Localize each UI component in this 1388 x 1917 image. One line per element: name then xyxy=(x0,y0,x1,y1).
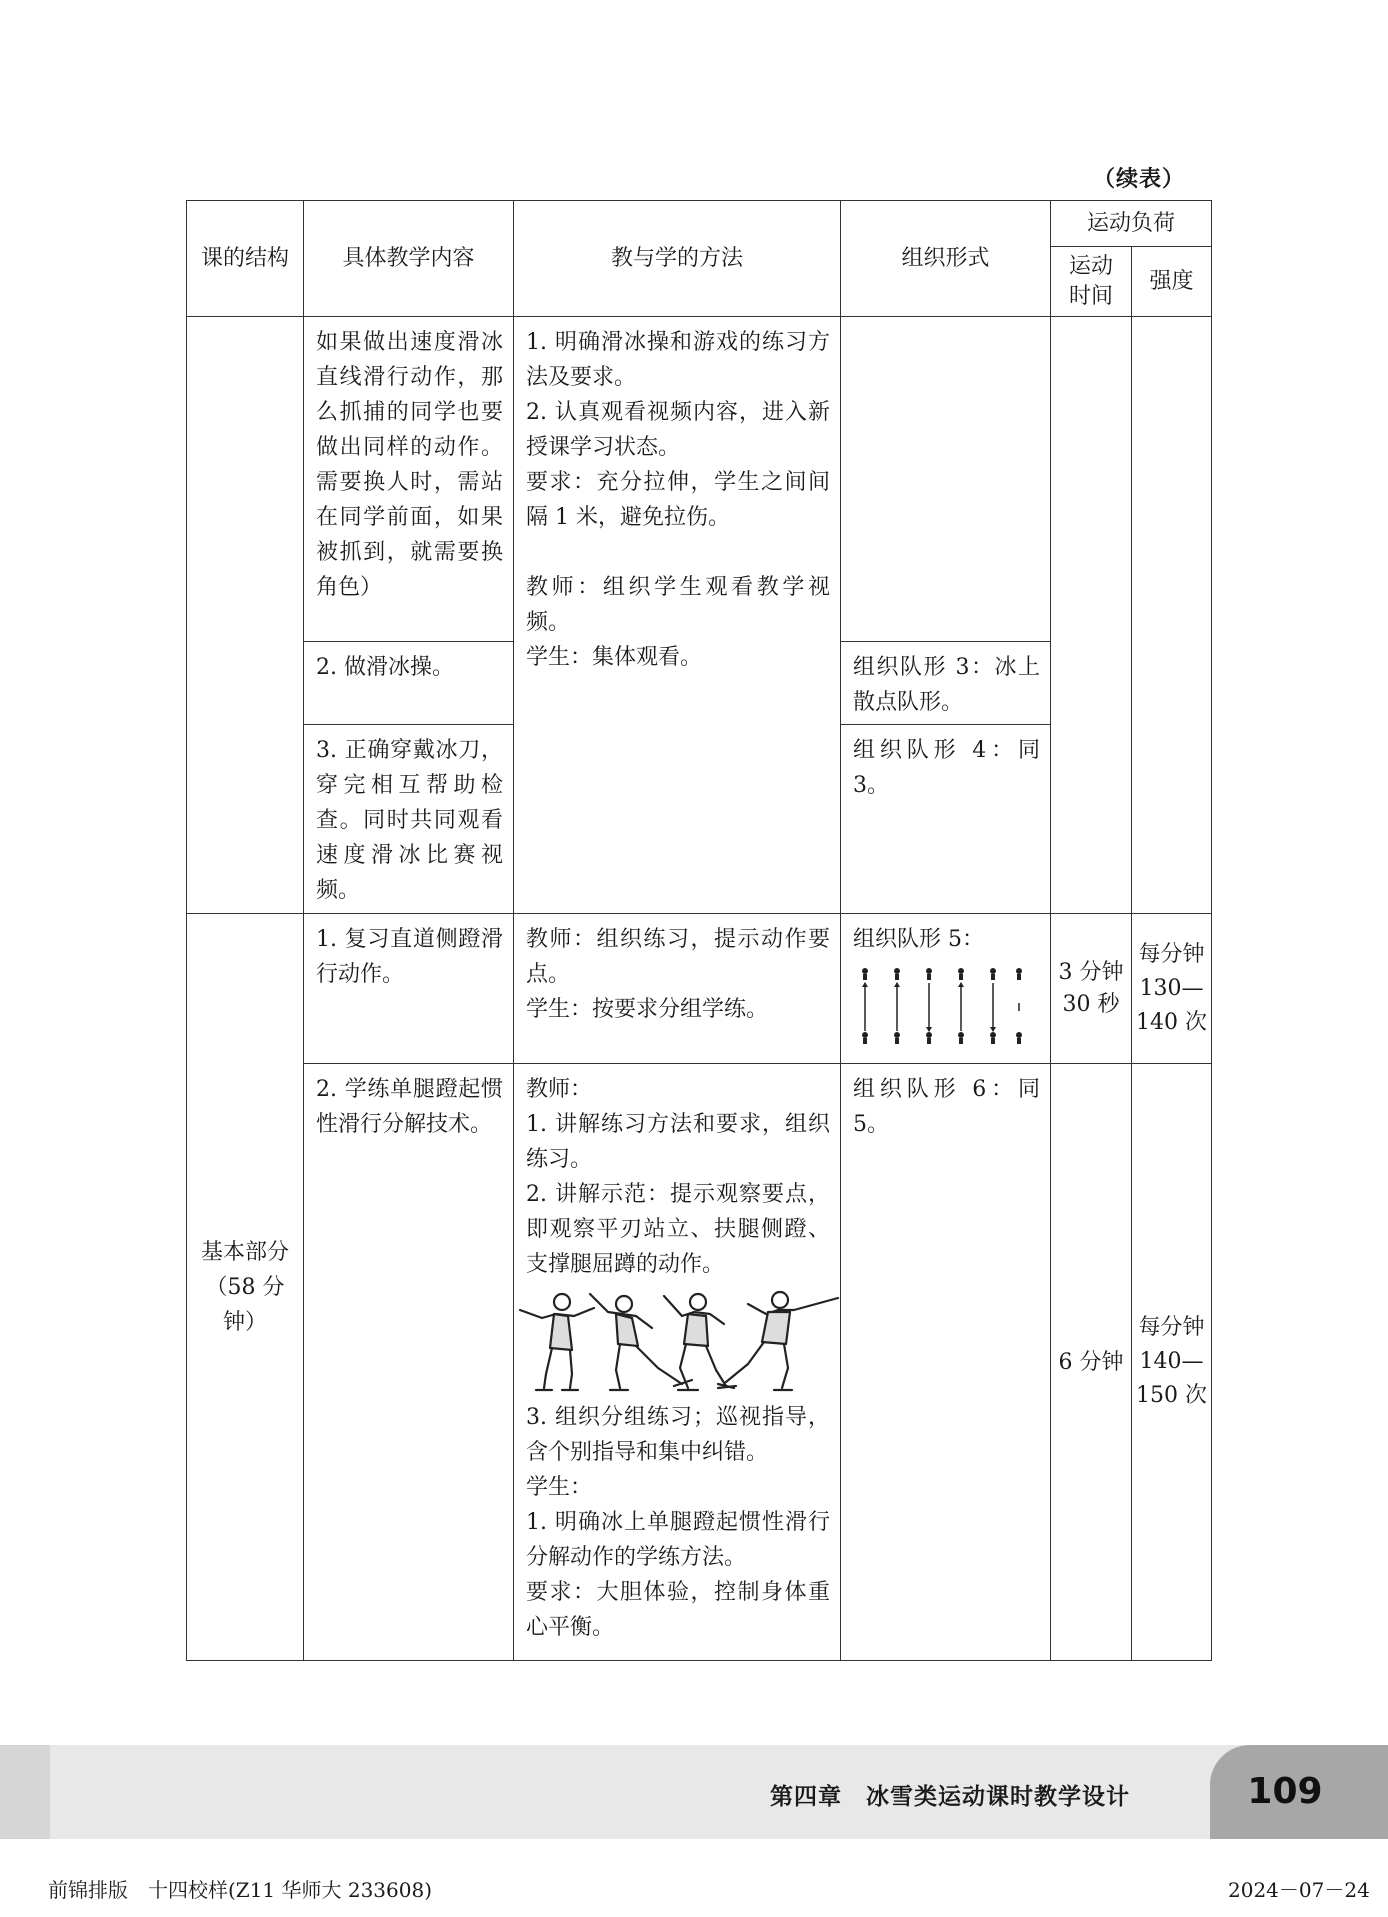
formation-5-diagram xyxy=(853,963,1023,1049)
footer-band xyxy=(0,1745,1388,1839)
block2-intensity-2: 每分钟 140— 150 次 xyxy=(1132,1064,1212,1661)
page-number: 109 xyxy=(1247,1771,1323,1812)
block2-method-2 xyxy=(514,1064,841,1661)
footer-left-strip xyxy=(0,1745,50,1839)
block1-org-3: 组织队形 4：同 3。 xyxy=(841,725,1051,914)
block2-org-1 xyxy=(841,914,1051,1064)
header-load: 运动负荷 xyxy=(1051,201,1212,247)
block1-structure-cell xyxy=(187,317,304,914)
print-date: 2024－07－24 xyxy=(1228,1878,1370,1902)
block2-time-1: 3 分钟 30 秒 xyxy=(1051,914,1132,1064)
block2-content-1: 1. 复习直道侧蹬滑行动作。 xyxy=(304,914,514,1064)
block1-org-1 xyxy=(841,317,1051,642)
formation-column-2 xyxy=(894,968,900,1044)
block1-content-1: 如果做出速度滑冰直线滑行动作，那么抓捕的同学也要做出同样的动作。需要换人时，需站在同学前面，如果被抓到，就需要换角色） xyxy=(304,317,514,642)
block2-method-2b: 3. 组织分组练习；巡视指导，含个别指导和集中纠错。 学生： 1. 明确冰上单腿蹬起惯性滑行分解动作的学练方法。 要求：大胆体验，控制身体重心平衡。 xyxy=(526,1405,830,1640)
block2-org-1-label: 组织队形 5： xyxy=(853,927,984,952)
block2-method-2a: 教师： 1. 讲解练习方法和要求，组织练习。 2. 讲解示范：提示观察要点，即观察平刃站立、扶腿侧蹬、支撑腿屈蹲的动作。 xyxy=(526,1077,830,1277)
chapter-title: 第四章 冰雪类运动课时教学设计 xyxy=(770,1784,1130,1810)
continued-label: （续表） xyxy=(1093,167,1186,192)
block2-method-1: 教师：组织练习，提示动作要点。 学生：按要求分组学练。 xyxy=(514,914,841,1064)
block1-intensity-cell xyxy=(1132,317,1212,914)
formation-column-1 xyxy=(862,968,868,1044)
block2-content-2: 2. 学练单腿蹬起惯性滑行分解技术。 xyxy=(304,1064,514,1661)
block1-time-cell xyxy=(1051,317,1132,914)
header-load-time: 运动 时间 xyxy=(1051,247,1132,317)
skater-figure-2 xyxy=(590,1294,692,1390)
print-info: 前锦排版 十四校样(Z11 华师大 233608) xyxy=(48,1878,433,1902)
block1-content-3: 3. 正确穿戴冰刀，穿完相互帮助检查。同时共同观看速度滑冰比赛视频。 xyxy=(304,725,514,914)
header-structure: 课的结构 xyxy=(187,201,304,317)
block2-time-2: 6 分钟 xyxy=(1051,1064,1132,1661)
block1-content-2: 2. 做滑冰操。 xyxy=(304,642,514,725)
block1-org-2: 组织队形 3：冰上散点队形。 xyxy=(841,642,1051,725)
skater-figure-3 xyxy=(664,1294,736,1390)
header-intensity: 强度 xyxy=(1132,247,1212,317)
lesson-plan-table xyxy=(186,200,1212,1661)
skater-figure-4 xyxy=(718,1292,838,1390)
block2-org-2: 组织队形 6：同 5。 xyxy=(841,1064,1051,1661)
block2-structure: 基本部分 （58 分钟） xyxy=(187,914,304,1661)
block1-method: 1. 明确滑冰操和游戏的练习方法及要求。 2. 认真观看视频内容，进入新授课学习状态。 要求：充分拉伸，学生之间间隔 1 米，避免拉伤。 教师：组织学生观看教学视频。 学生：集体观看。 xyxy=(514,317,841,914)
formation-column-6 xyxy=(1016,968,1022,1044)
skating-technique-illustration xyxy=(512,1288,842,1398)
skater-figure-1 xyxy=(520,1294,594,1390)
formation-column-5 xyxy=(990,968,996,1044)
block2-intensity-1: 每分钟 130— 140 次 xyxy=(1132,914,1212,1064)
header-organization: 组织形式 xyxy=(841,201,1051,317)
formation-column-4 xyxy=(958,968,964,1044)
header-method: 教与学的方法 xyxy=(514,201,841,317)
header-content: 具体教学内容 xyxy=(304,201,514,317)
formation-column-3 xyxy=(926,968,932,1044)
